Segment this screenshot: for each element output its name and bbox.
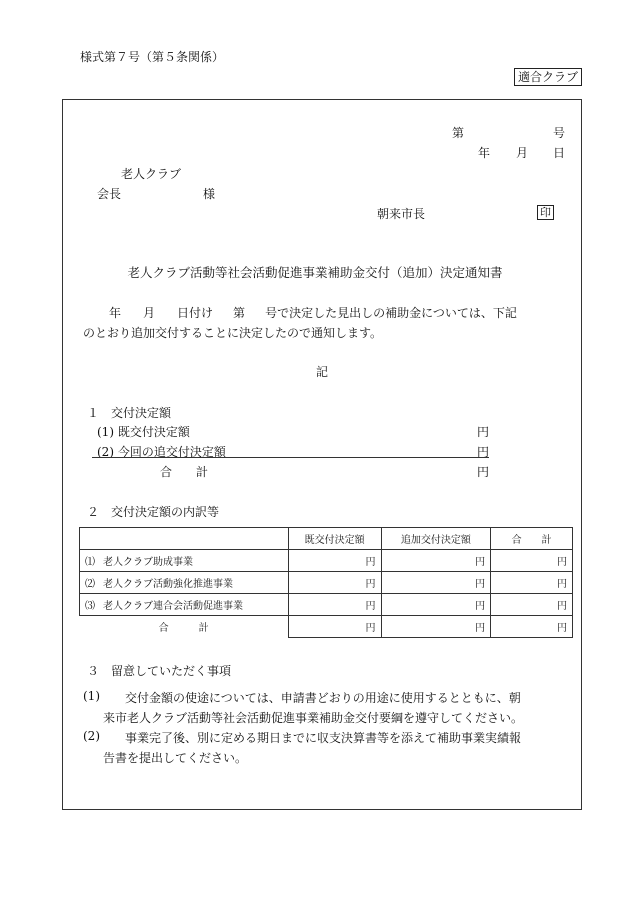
form-number: 様式第７号（第５条関係） <box>80 50 225 64</box>
cell-existing: 円 <box>288 572 381 594</box>
date-year: 年 <box>478 146 491 160</box>
section1-heading: １ 交付決定額 <box>87 406 172 420</box>
row-label <box>80 572 289 594</box>
table-row <box>80 550 573 572</box>
col-additional: 追加交付決定額 <box>381 528 491 550</box>
cell-total: 円 <box>491 550 573 572</box>
breakdown-table <box>79 527 573 638</box>
cell-additional: 円 <box>381 550 491 572</box>
cell-total: 円 <box>491 594 573 616</box>
total-existing: 円 <box>288 616 381 638</box>
note1-line1: 交付金額の使途については、申請書どおりの用途に使用するとともに、朝 <box>125 691 521 705</box>
s1-row2-unit: 円 <box>477 445 490 459</box>
addressee-chairman: 会長 <box>97 187 122 201</box>
addressee-honorific: 様 <box>203 187 216 201</box>
body-month: 月 <box>143 306 156 320</box>
issuer-name: 朝来市長 <box>377 207 426 221</box>
body-rest: 号で決定した見出しの補助金については、下記 <box>265 306 517 320</box>
note1-num: (1) <box>83 689 100 703</box>
col-existing: 既交付決定額 <box>288 528 381 550</box>
s1-row1-unit: 円 <box>477 425 490 439</box>
note2-num: (2) <box>83 729 100 743</box>
section3-heading: ３ 留意していただく事項 <box>87 664 232 678</box>
category-label: 適合クラブ <box>514 68 582 86</box>
row-title: 老人クラブ助成事業 <box>103 557 193 568</box>
section2-heading: ２ 交付決定額の内訳等 <box>87 505 220 519</box>
ki-label: 記 <box>316 365 329 379</box>
body-line-1 <box>83 304 517 321</box>
table-row <box>80 572 573 594</box>
cell-additional: 円 <box>381 594 491 616</box>
table-header-blank <box>80 528 289 550</box>
seal-mark: 印 <box>537 205 554 220</box>
body-year: 年 <box>109 306 122 320</box>
cell-total: 円 <box>491 572 573 594</box>
row-num: ⑵ <box>85 579 95 590</box>
s1-row2-label: (2) 今回の追交付決定額 <box>97 445 226 459</box>
row-title: 老人クラブ連合会活動促進事業 <box>103 601 243 612</box>
row-num: ⑶ <box>85 601 95 612</box>
total-sum: 円 <box>491 616 573 638</box>
cell-existing: 円 <box>288 550 381 572</box>
row-title: 老人クラブ活動強化推進事業 <box>103 579 233 590</box>
s1-sum-line <box>92 457 489 458</box>
note1-line2: 来市老人クラブ活動等社会活動促進事業補助金交付要綱を遵守してください。 <box>103 711 524 725</box>
body-line-2: のとおり追加交付することに決定したので通知します。 <box>83 326 383 340</box>
col-total: 合 計 <box>491 528 573 550</box>
date-month: 月 <box>516 146 529 160</box>
body-no-prefix: 第 <box>233 306 246 320</box>
total-additional: 円 <box>381 616 491 638</box>
doc-no-suffix: 号 <box>553 126 566 140</box>
s1-total-label: 合 計 <box>160 465 209 479</box>
cell-existing: 円 <box>288 594 381 616</box>
table-row <box>80 594 573 616</box>
row-label <box>80 550 289 572</box>
body-date-suffix: 日付け <box>177 306 214 320</box>
document-title: 老人クラブ活動等社会活動促進事業補助金交付（追加）決定通知書 <box>127 265 503 280</box>
s1-row1-label: (1) 既交付決定額 <box>97 425 190 439</box>
table-header-row <box>80 528 573 550</box>
row-num: ⑴ <box>85 557 95 568</box>
row-label <box>80 594 289 616</box>
addressee-club: 老人クラブ <box>121 167 182 181</box>
note2-line1: 事業完了後、別に定める期日までに収支決算書等を添えて補助事業実績報 <box>125 731 522 745</box>
cell-additional: 円 <box>381 572 491 594</box>
s1-total-unit: 円 <box>477 465 490 479</box>
total-label: 合 計 <box>80 616 289 638</box>
doc-no-prefix: 第 <box>452 126 465 140</box>
note2-line2: 告書を提出してください。 <box>103 751 248 765</box>
table-total-row <box>80 616 573 638</box>
date-day: 日 <box>553 146 566 160</box>
